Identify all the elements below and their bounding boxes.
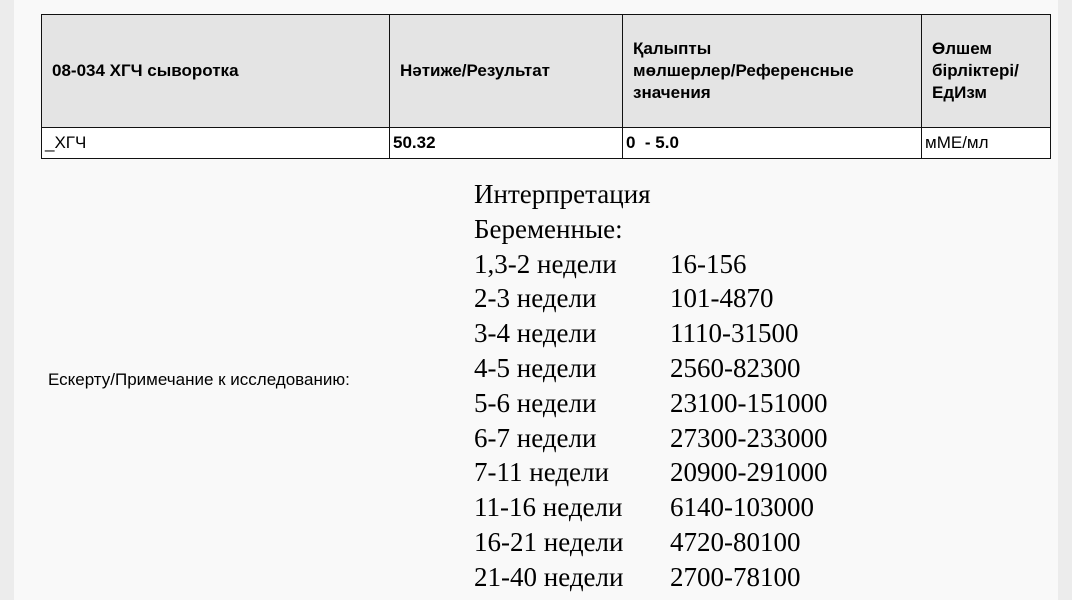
interpretation-row: [474, 490, 828, 525]
header-reference: [623, 15, 922, 128]
header-units-line: бірліктері/: [932, 61, 1019, 80]
header-reference-line: значения: [633, 83, 711, 102]
header-units-line: ЕдИзм: [932, 83, 987, 102]
hcg-range: 101-4870: [670, 283, 774, 314]
hcg-range: 4720-80100: [670, 526, 801, 557]
header-units: [922, 15, 1051, 128]
gestation-weeks: 21-40 недели: [474, 561, 624, 592]
interpretation-title: Интерпретация: [474, 179, 651, 209]
hcg-range: 2700-78100: [670, 561, 801, 592]
units-cell: мМЕ/мл: [922, 128, 1051, 159]
results-table: [41, 14, 1051, 159]
interpretation-block: [474, 177, 828, 595]
interpretation-row: [474, 247, 828, 282]
hcg-range: 23100-151000: [670, 387, 828, 418]
gestation-weeks: 5-6 недели: [474, 387, 597, 418]
table-row: [42, 128, 1051, 159]
note-label: Ескерту/Примечание к исследованию:: [48, 370, 350, 389]
hcg-range: 27300-233000: [670, 422, 828, 453]
page-edge-left: [0, 0, 14, 600]
interpretation-row: [474, 525, 828, 560]
interpretation-row: [474, 560, 828, 595]
gestation-weeks: 16-21 недели: [474, 526, 624, 557]
hcg-range: 2560-82300: [670, 352, 801, 383]
gestation-weeks: 7-11 недели: [474, 457, 609, 488]
interpretation-row: [474, 386, 828, 421]
interpretation-row: [474, 281, 828, 316]
header-reference-line: Қалыпты: [633, 39, 712, 58]
hcg-range: 6140-103000: [670, 492, 814, 523]
gestation-weeks: 4-5 недели: [474, 352, 597, 383]
header-result: Нәтиже/Результат: [390, 15, 623, 128]
interpretation-row: [474, 455, 828, 490]
header-test-name: 08-034 ХГЧ сыворотка: [42, 15, 390, 128]
analyte-cell: _ХГЧ: [42, 128, 390, 159]
gestation-weeks: 2-3 недели: [474, 283, 597, 314]
header-units-line: Өлшем: [932, 39, 992, 58]
gestation-weeks: 3-4 недели: [474, 318, 597, 349]
interpretation-row: [474, 421, 828, 456]
hcg-range: 16-156: [670, 248, 747, 279]
header-reference-line: мөлшерлер/Референсные: [633, 61, 854, 80]
interpretation-subtitle: Беременные:: [474, 213, 623, 244]
hcg-range: 20900-291000: [670, 457, 828, 488]
gestation-weeks: 1,3-2 недели: [474, 248, 617, 279]
interpretation-row: [474, 316, 828, 351]
interpretation-row: [474, 351, 828, 386]
table-header-row: [42, 15, 1051, 128]
page-edge-right: [1058, 0, 1072, 600]
gestation-weeks: 6-7 недели: [474, 422, 597, 453]
result-value: 50.32: [390, 128, 623, 159]
gestation-weeks: 11-16 недели: [474, 492, 623, 523]
reference-range: 0 - 5.0: [623, 128, 922, 159]
hcg-range: 1110-31500: [670, 318, 799, 349]
